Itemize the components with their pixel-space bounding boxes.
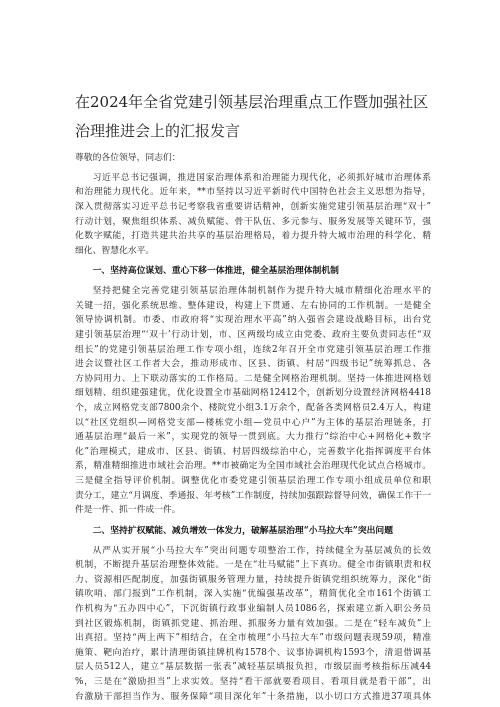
section-heading-2	[75, 524, 431, 539]
text-line: %，三是在“激励担当”上求实效。坚持“看干部就要看项目、看项目就是看干部”，出	[75, 677, 431, 688]
text-line: 深入贯彻落实习近平总书记考察我省重要讲话精神，创新实施党建引领基层治理“双十”	[75, 202, 431, 213]
greeting	[75, 151, 431, 166]
text-line: 系，精准精细推进市域社会治理。**市被确定为全国市域社会治理现代化试点合格城市。	[75, 461, 431, 472]
document-title	[75, 88, 431, 146]
heading-text: 二、坚持扩权赋能、减负增效一体发力，破解基层治理“小马拉大车”突出问题	[92, 525, 394, 536]
text-line: 细化、智慧化水平。	[75, 245, 155, 256]
text-line: 个，成立网格党支部7800余个、楼院党小组3.1万余个，配备各类网格员2.4万人，构建	[75, 403, 431, 414]
section-paragraph-1	[75, 284, 431, 518]
section-heading-1	[75, 264, 431, 279]
text-line: 组长”的党建引领基层治理工作专项小组，连续2年召开全市党建引领基层治理工作推	[75, 344, 431, 355]
text-line: 方协同用力、上下联动落实的工作格局。二是健全网格治理机制。坚持一体推进网格划	[75, 373, 431, 384]
text-line: 和治理能力现代化。近年来，**市坚持以习近平新时代中国特色社会主义思想为指导，	[75, 187, 431, 198]
text-line: 责分工，建立“月调度、季通报、年考核”工作制度，持续加强跟踪督导问效，确保工作干一	[75, 490, 431, 501]
intro-paragraph	[75, 171, 431, 259]
text-line: 从严从实开展“小马拉大车”突出问题专项整治工作，持续健全为基层减负的长效	[92, 545, 431, 556]
text-line: 层人员512人，建立“基层数据一张表”减轻基层填报负担，市级层面考核指标压减44	[75, 662, 431, 673]
text-line: 件是一件、抓一件成一件。	[75, 505, 181, 516]
text-line: 作机构为“五办四中心”，下沉街镇行政事业编制人员1086名，探索建立新入职公务员	[75, 604, 431, 615]
text-line: 出真招。坚持“两上两下”相结合，在全市梳理“小马拉大车”市级问题表现59项，精准	[75, 633, 431, 644]
text-line: 台激励干部担当作为、服务保障“项目深化年”十条措施，以小切口方式推进37项具体	[75, 691, 431, 702]
text-line: 领导协调机制。市委、市政府将“实现治理水平高”纳入强省会建设战略目标，出台党	[75, 315, 431, 326]
text-line: 进会议暨社区工作者大会，推动形成市、区县、街镇、村居“四级书记”统筹抓总、各	[75, 359, 431, 370]
heading-text: 一、坚持高位谋划、重心下移一体推进，健全基层治理体制机制	[92, 266, 339, 277]
text-line: 通基层治理“最后一米”，实现党的领导一贯到底。大力推行“综治中心+网格化+数字	[75, 432, 431, 443]
text-line: 力、资源相匹配制度，加强街镇服务管理力量，持续提升街镇党组织统筹力，深化“街	[75, 574, 431, 585]
text-line: 行动计划，聚焦组织体系、减负赋能、骨干队伍、多元参与、服务发展等关键环节，强	[75, 216, 431, 227]
text-line: 镇吹哨、部门报到”工作机制，深入实施“优编强基改革”，精简优化全市161个街镇工	[75, 589, 431, 600]
greeting-line: 尊敬的各位领导，同志们：	[75, 152, 181, 163]
title-line: 治理推进会上的汇报发言	[75, 122, 241, 140]
text-line: 建引领基层治理“‘双十’行动计划，市、区两级均成立由党委、政府主要负责同志任“双	[75, 330, 431, 341]
text-line: 以“社区党组织—网格党支部—楼栋党小组—党员中心户”为主体的基层治理链条，打	[75, 417, 431, 428]
text-line: 到社区锻炼机制，街镇抓党建、抓治理、抓服务力量有效加强。二是在“轻车减负”上	[75, 618, 431, 629]
text-line: 化数字赋能，打造共建共治共享的基层治理格局，着力提升特大城市治理的科学化、精	[75, 231, 431, 242]
title-line: 在2024年全省党建引领基层治理重点工作暨加强社区	[75, 93, 429, 111]
text-line: 习近平总书记强调，推进国家治理体系和治理能力现代化，必须抓好城市治理体系	[92, 172, 431, 183]
text-line: 关键一招，强化系统思维、整体建设，构建上下贯通、左右协同的工作机制。一是健全	[75, 300, 431, 311]
text-line: 细划精、组织建强建优，优化设置全市基础网格12412个，创新划分设置经济网格4418	[75, 388, 431, 399]
section-paragraph-2	[75, 544, 431, 705]
text-line: 施策、靶向治疗，累计清理街镇挂牌机构1578个、议事协调机构1593个，清退借调基	[75, 647, 431, 658]
text-line: 化”治理模式，建成市、区县、街镇、村居四级综治中心，完善数字化指挥调度平台体	[75, 446, 431, 457]
text-line: 三是健全指导评价机制。调整优化市委党建引领基层治理工作专项小组成员单位和职	[75, 476, 431, 487]
text-line: 机制，不断提升基层治理整体效能。一是在“壮马赋能”上下真功。健全市街镇职责和权	[75, 560, 431, 571]
text-line: 坚持把健全完善党建引领基层治理体制机制作为提升特大城市精细化治理水平的	[92, 286, 431, 297]
